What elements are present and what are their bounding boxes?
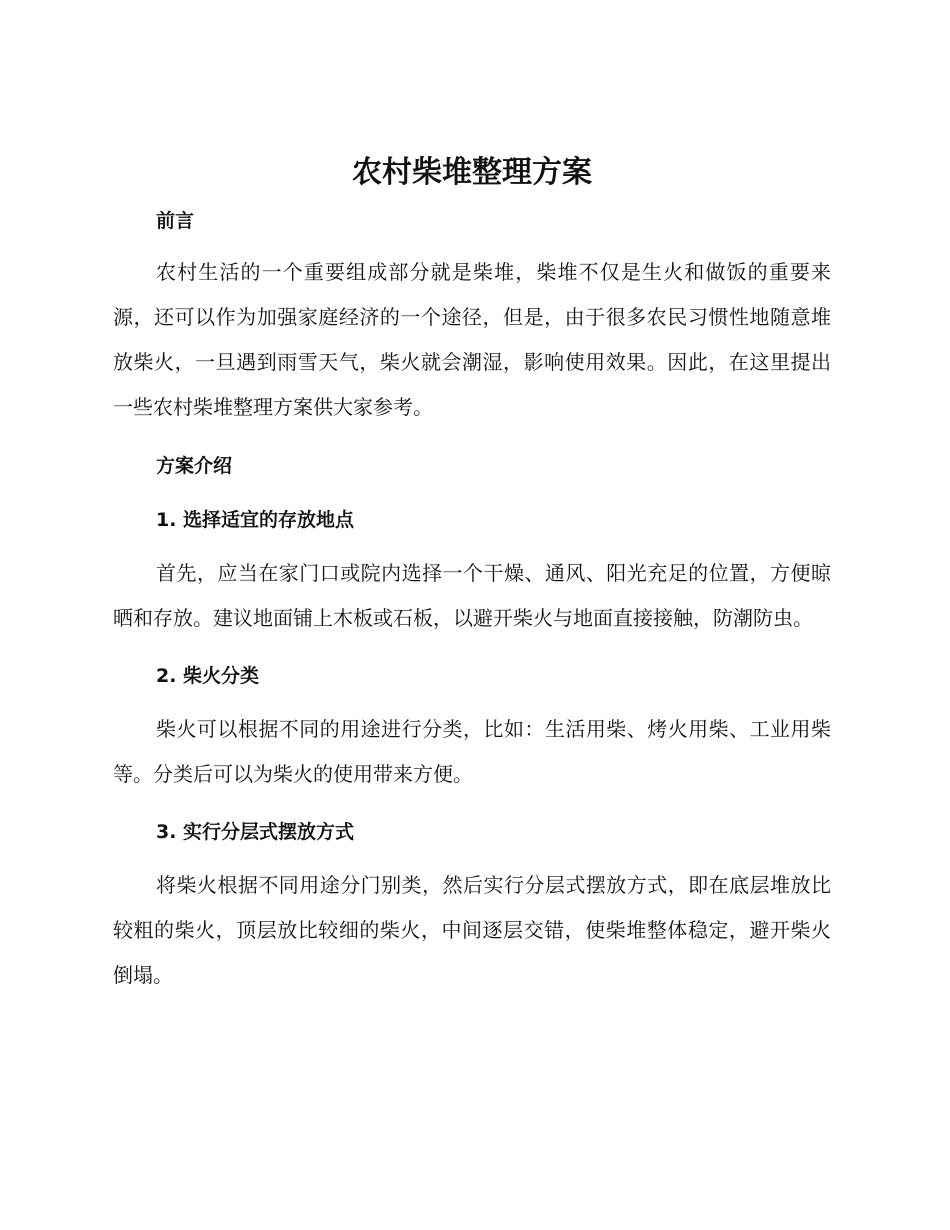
section-heading-plan-intro: 方案介绍 (156, 455, 233, 477)
section-heading-classification: 2. 柴火分类 (156, 665, 260, 687)
paragraph-storage-location: 首先，应当在家门口或院内选择一个干燥、通风、阳光充足的位置，方便晾晒和存放。建议地面铺上木板或石板，以避开柴火与地面直接接触，防潮防虫。 (113, 561, 831, 630)
section-heading-storage-location: 1. 选择适宜的存放地点 (156, 509, 355, 531)
paragraph-classification: 柴火可以根据不同的用途进行分类，比如：生活用柴、烤火用柴、工业用柴等。分类后可以为柴火的使用带来方便。 (113, 717, 831, 786)
section-heading-preface: 前言 (156, 210, 195, 232)
section-heading-layered-stacking: 3. 实行分层式摆放方式 (156, 821, 355, 843)
document-title: 农村柴堆整理方案 (352, 155, 592, 190)
paragraph-layered-stacking: 将柴火根据不同用途分门别类，然后实行分层式摆放方式，即在底层堆放比较粗的柴火，顶层放比较细的柴火，中间逐层交错，使柴堆整体稳定，避开柴火倒塌。 (113, 873, 831, 987)
document-body (113, 148, 831, 998)
paragraph-preface: 农村生活的一个重要组成部分就是柴堆，柴堆不仅是生火和做饭的重要来源，还可以作为加强家庭经济的一个途径，但是，由于很多农民习惯性地随意堆放柴火，一旦遇到雨雪天气，柴火就会潮湿，影响使用效果。因此，在这里提出一些农村柴堆整理方案供大家参考。 (113, 260, 831, 419)
